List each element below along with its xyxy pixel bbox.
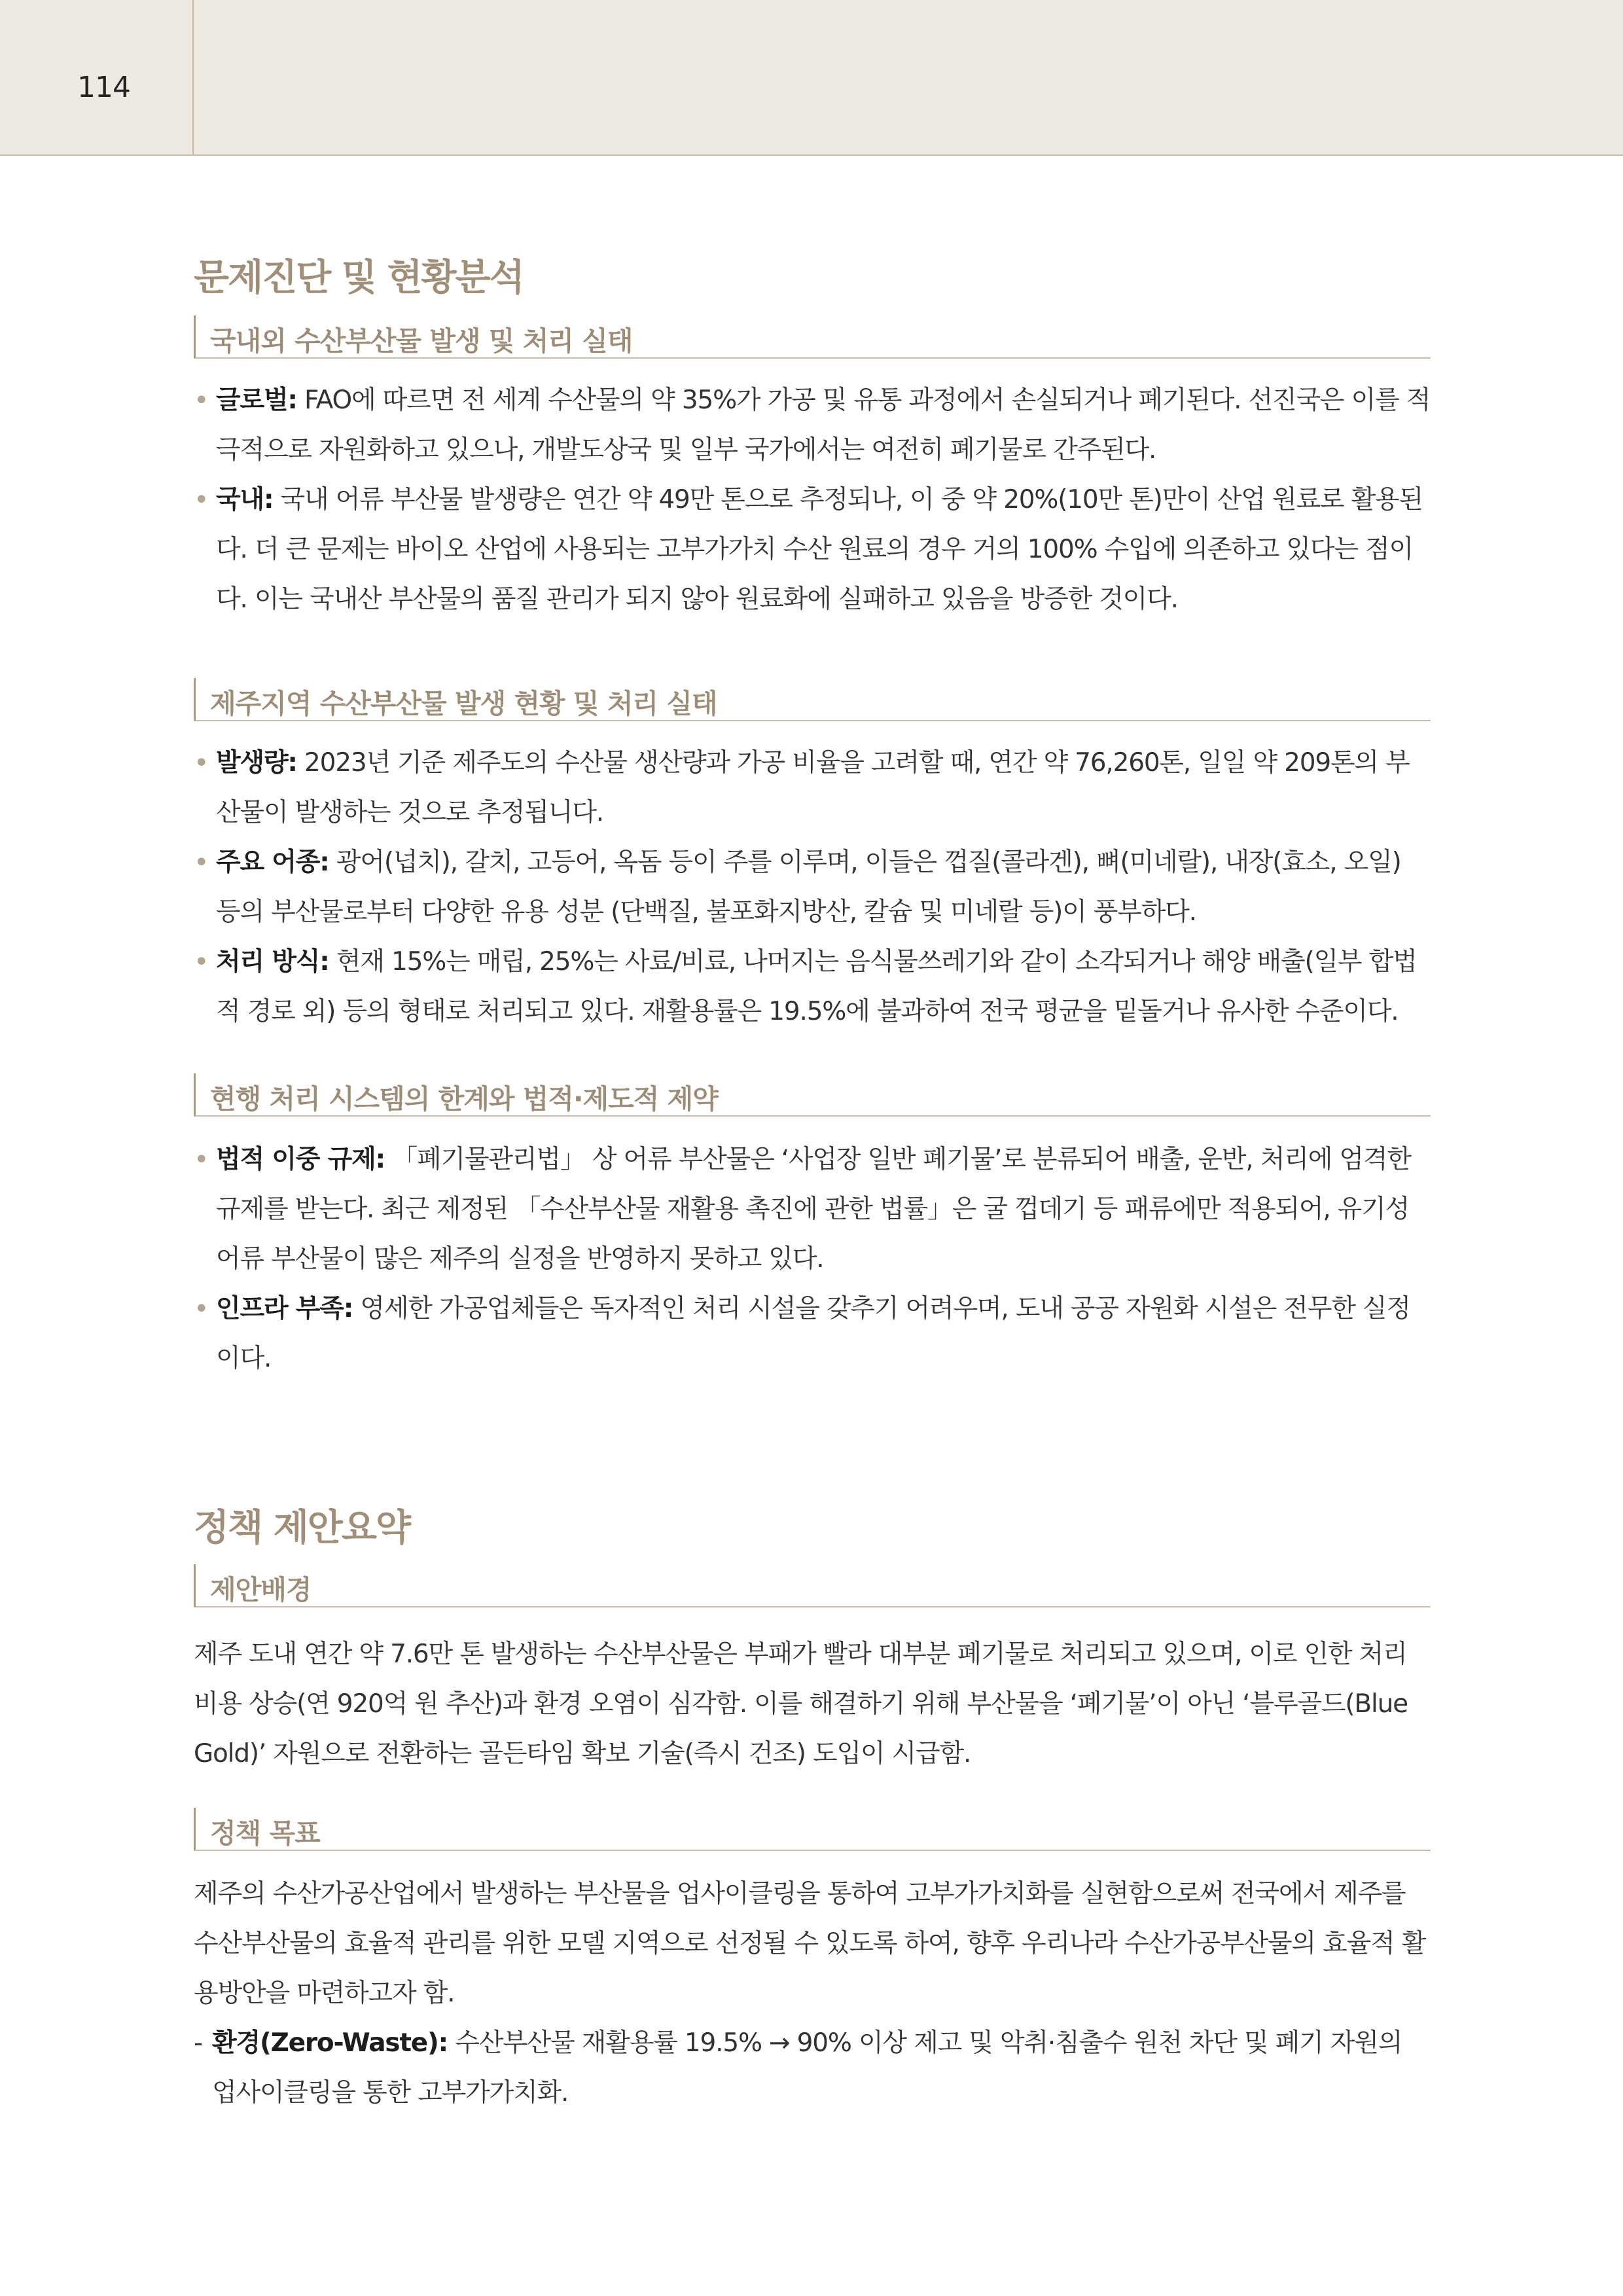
bullet-list-legal-limits (194, 1135, 1431, 1384)
bullet-text: FAO에 따르면 전 세계 수산물의 약 35%가 가공 및 유통 과정에서 손실되거나 폐기된다. 선진국은 이를 적극적으로 자원화하고 있으나, 개발도상국 및 일부 국가에서는 여전히 폐기물로 간주된다. (216, 386, 1431, 465)
subheading-legal-limits (194, 1073, 1431, 1117)
subheading-label: 제안배경 (210, 1574, 312, 1605)
goal-item-label: 환경(Zero-Waste): (212, 2028, 448, 2058)
subheading-label: 국내외 수산부산물 발생 및 처리 실태 (210, 325, 633, 357)
list-item (194, 475, 1431, 624)
list-item (194, 1284, 1431, 1384)
bullet-text: 영세한 가공업체들은 독자적인 처리 시설을 갖추기 어려우며, 도내 공공 자원화 시설은 전무한 실정이다. (216, 1294, 1410, 1373)
dash-mark: - (194, 2028, 202, 2058)
bullet-label: 발생량: (216, 748, 297, 778)
bullet-label: 법적 이중 규제: (216, 1145, 385, 1174)
list-item (194, 838, 1431, 937)
bullet-label: 인프라 부족: (216, 1294, 353, 1323)
list-item (194, 937, 1431, 1037)
subheading-label: 정책 목표 (210, 1818, 320, 1849)
header-divider (192, 0, 194, 154)
bullet-label: 글로벌: (216, 386, 297, 415)
bullet-list-jeju-status (194, 738, 1431, 1037)
bullet-list-domestic-overseas (194, 376, 1431, 624)
subheading-jeju-status (194, 678, 1431, 721)
section-title-policy-summary: 정책 제안요약 (194, 1507, 410, 1549)
goal-dash-item (194, 2018, 1431, 2118)
bullet-label: 주요 어종: (216, 848, 329, 877)
page-number: 114 (77, 71, 130, 104)
subheading-domestic-overseas (194, 315, 1431, 359)
subheading-policy-goal (194, 1808, 1431, 1851)
bullet-text: 2023년 기준 제주도의 수산물 생산량과 가공 비율을 고려할 때, 연간 약 76,260톤, 일일 약 209톤의 부산물이 발생하는 것으로 추정됩니다. (216, 748, 1410, 827)
bullet-text: 광어(넙치), 갈치, 고등어, 옥돔 등이 주를 이루며, 이들은 껍질(콜라겐), 뼈(미네랄), 내장(효소, 오일) 등의 부산물로부터 다양한 유용 성분 (단백질, 불포화지방산, 칼슘 및 미네랄 등)이 풍부하다. (216, 848, 1401, 927)
background-paragraph: 제주 도내 연간 약 7.6만 톤 발생하는 수산부산물은 부패가 빨라 대부분 폐기물로 처리되고 있으며, 이로 인한 처리 비용 상승(연 920억 원 추산)과 환경 오염이 심각함. 이를 해결하기 위해 부산물을 ‘폐기물’이 아닌 ‘블루골드(Blue Gold)’ 자원으로 전환하는 골든타임 확보 기술(즉시 건조) 도입이 시급함. (194, 1640, 1408, 1768)
bullet-label: 처리 방식: (216, 947, 329, 977)
bullet-text: 「폐기물관리법」 상 어류 부산물은 ‘사업장 일반 폐기물’로 분류되어 배출, 운반, 처리에 엄격한 규제를 받는다. 최근 제정된 「수산부산물 재활용 촉진에 관한 법률」은 굴 껍데기 등 패류에만 적용되어, 유기성 어류 부산물이 많은 제주의 실정을 반영하지 못하고 있다. (216, 1145, 1411, 1274)
list-item (194, 1135, 1431, 1284)
list-item (194, 376, 1431, 475)
bullet-label: 국내: (216, 485, 274, 514)
goal-item-text: 수산부산물 재활용률 19.5% → 90% 이상 제고 및 악취·침출수 원천 차단 및 폐기 자원의 업사이클링을 통한 고부가가치화. (212, 2028, 1402, 2108)
bullet-text: 국내 어류 부산물 발생량은 연간 약 49만 톤으로 추정되나, 이 중 약 20%(10만 톤)만이 산업 원료로 활용된다. 더 큰 문제는 바이오 산업에 사용되는 고부가가치 수산 원료의 경우 거의 100% 수입에 의존하고 있다는 점이다. 이는 국내산 부산물의 품질 관리가 되지 않아 원료화에 실패하고 있음을 방증한 것이다. (216, 485, 1423, 614)
page-header (0, 0, 1623, 156)
bullet-text: 현재 15%는 매립, 25%는 사료/비료, 나머지는 음식물쓰레기와 같이 소각되거나 해양 배출(일부 합법적 경로 외) 등의 형태로 처리되고 있다. 재활용률은 19.5%에 불과하여 전국 평균을 밑돌거나 유사한 수준이다. (216, 947, 1417, 1026)
subheading-label: 현행 처리 시스템의 한계와 법적·제도적 제약 (210, 1083, 718, 1115)
goal-paragraph: 제주의 수산가공산업에서 발생하는 부산물을 업사이클링을 통하여 고부가가치화를 실현함으로써 전국에서 제주를 수산부산물의 효율적 관리를 위한 모델 지역으로 선정될 수 있도록 하여, 향후 우리나라 수산가공부산물의 효율적 활용방안을 마련하고자 함. (194, 1879, 1426, 2008)
section-title-diagnosis: 문제진단 및 현황분석 (194, 257, 524, 299)
list-item (194, 738, 1431, 838)
subheading-background (194, 1564, 1431, 1607)
subheading-label: 제주지역 수산부산물 발생 현황 및 처리 실태 (210, 688, 717, 719)
